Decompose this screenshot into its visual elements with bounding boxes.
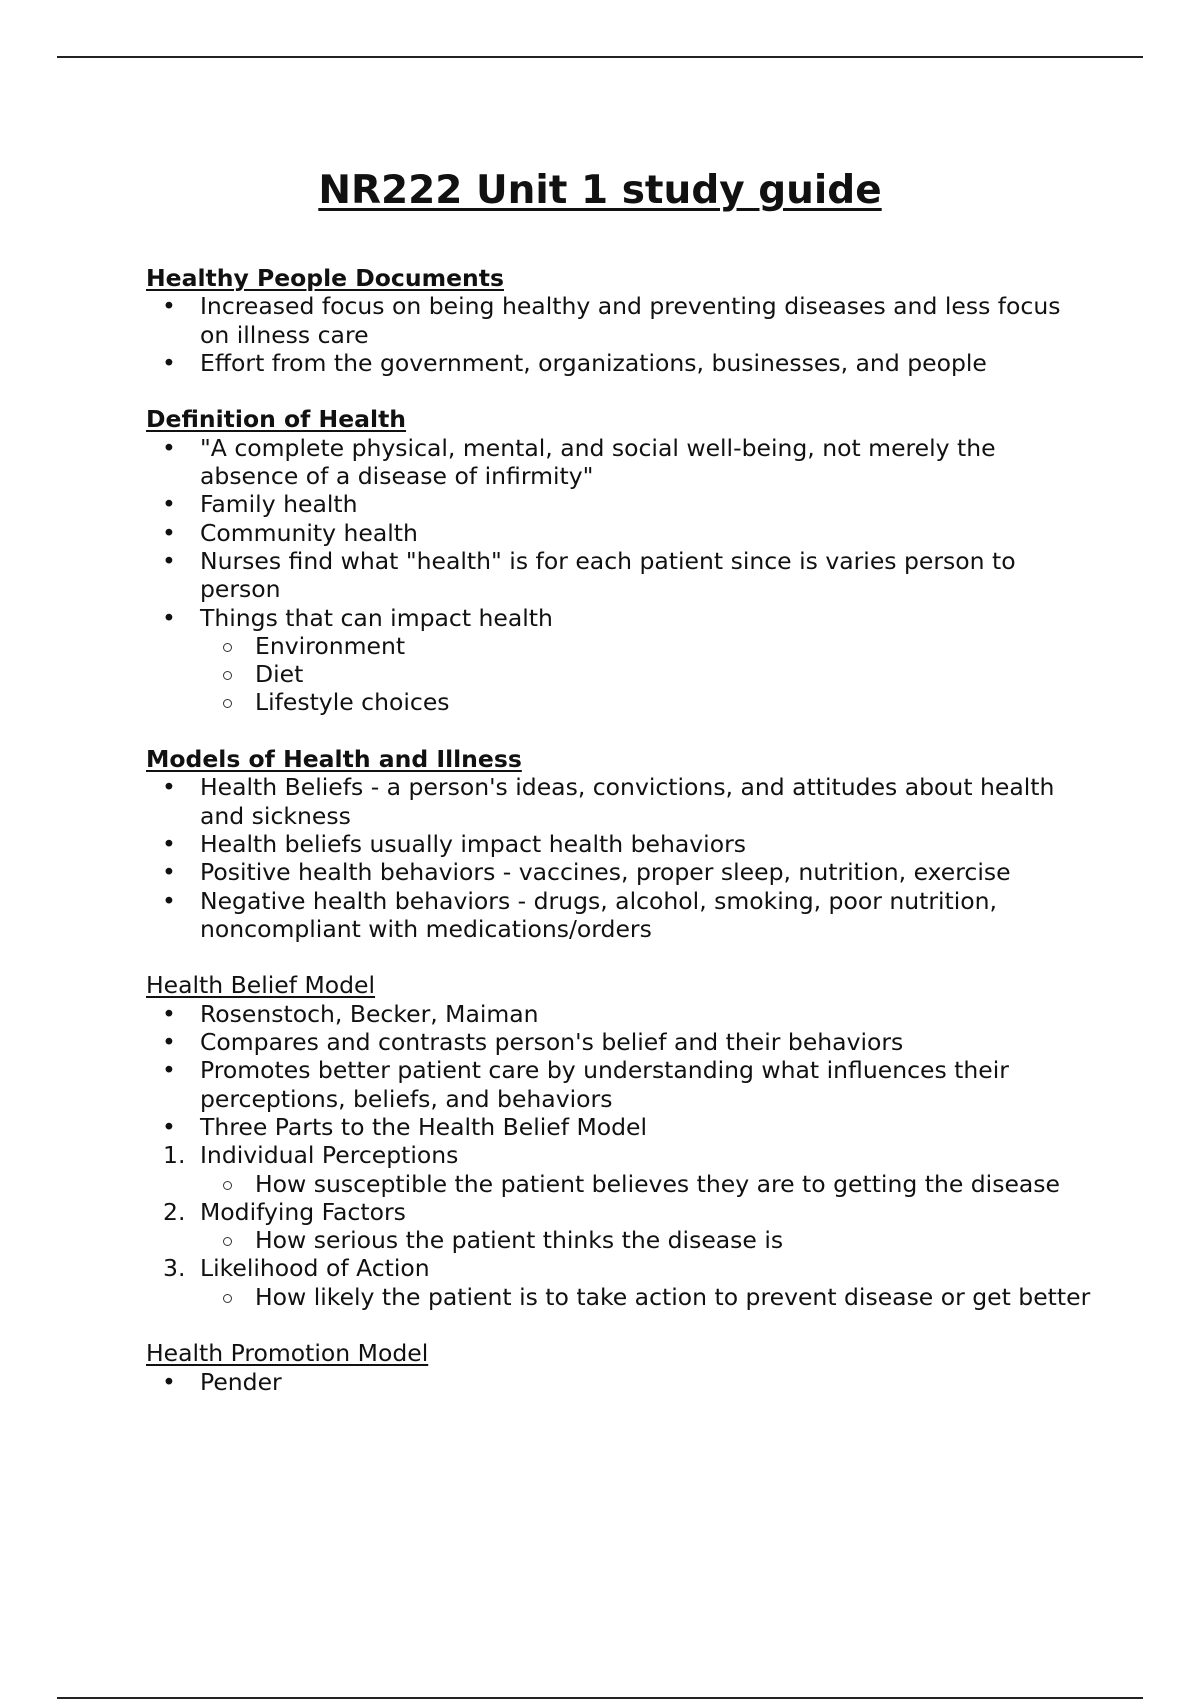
numbered-item xyxy=(146,1141,1096,1198)
bullet-list xyxy=(146,1000,1096,1141)
sub-list xyxy=(200,1226,1096,1254)
bottom-divider xyxy=(57,1697,1143,1699)
subsection-heading: Health Promotion Model xyxy=(146,1339,429,1368)
list-item: • "A complete physical, mental, and social well-being, not merely the absence of a disease of infirmity" xyxy=(200,434,1096,491)
section-heading: Healthy People Documents xyxy=(146,264,504,292)
sub-list xyxy=(200,1283,1096,1311)
numbered-item-label: Individual Perceptions xyxy=(200,1141,459,1170)
document-body xyxy=(146,264,1096,1424)
list-item: • Nurses find what "health" is for each patient since is varies person to person xyxy=(200,547,1096,604)
list-item-with-sublist xyxy=(200,604,1096,717)
numbered-item xyxy=(146,1198,1096,1255)
page-title: NR222 Unit 1 study guide xyxy=(318,168,882,213)
list-item: • Negative health behaviors - drugs, alcohol, smoking, poor nutrition, noncompliant with medications/orders xyxy=(200,887,1096,944)
list-item: • Community health xyxy=(200,519,1096,547)
sub-list-item: How susceptible the patient believes they are to getting the disease xyxy=(255,1170,1096,1198)
section-definition-of-health xyxy=(146,405,1096,716)
sub-list-item: Lifestyle choices xyxy=(255,688,1096,716)
list-item: • Health Beliefs - a person's ideas, convictions, and attitudes about health and sickness xyxy=(200,773,1096,830)
section-health-belief-model xyxy=(146,971,1096,1311)
section-health-promotion-model xyxy=(146,1339,1096,1396)
numbered-item-label: Modifying Factors xyxy=(200,1197,406,1226)
sub-list-item: Environment xyxy=(255,632,1096,660)
numbered-item xyxy=(146,1254,1096,1311)
list-item: • Effort from the government, organizations, businesses, and people xyxy=(200,349,1096,377)
sub-list-item: Diet xyxy=(255,660,1096,688)
section-models-of-health xyxy=(146,745,1096,943)
sub-list xyxy=(200,1170,1096,1198)
list-item: • Positive health behaviors - vaccines, proper sleep, nutrition, exercise xyxy=(200,858,1096,886)
bullet-list xyxy=(146,773,1096,943)
sub-list-item: How likely the patient is to take action to prevent disease or get better xyxy=(255,1283,1096,1311)
top-divider xyxy=(57,56,1143,58)
list-item-label: Things that can impact health xyxy=(200,603,553,632)
item-number: 2. xyxy=(163,1197,186,1226)
section-heading: Definition of Health xyxy=(146,405,407,434)
list-item: • Health beliefs usually impact health behaviors xyxy=(200,830,1096,858)
list-item: • Three Parts to the Health Belief Model xyxy=(200,1113,1096,1141)
section-healthy-people xyxy=(146,264,1096,377)
list-item: • Compares and contrasts person's belief and their behaviors xyxy=(200,1028,1096,1056)
bullet-list xyxy=(146,292,1096,377)
bullet-list xyxy=(146,1368,1096,1396)
bullet-list xyxy=(146,434,1096,717)
list-item: • Family health xyxy=(200,490,1096,518)
section-heading: Models of Health and Illness xyxy=(146,745,522,774)
list-item: • Rosenstoch, Becker, Maiman xyxy=(200,1000,1096,1028)
list-item: • Promotes better patient care by understanding what influences their perceptions, beliefs, and behaviors xyxy=(200,1056,1096,1113)
sub-list xyxy=(200,632,1096,717)
list-item: • Pender xyxy=(200,1368,1096,1396)
item-number: 1. xyxy=(163,1141,186,1170)
numbered-item-label: Likelihood of Action xyxy=(200,1254,430,1283)
list-item: • Increased focus on being healthy and preventing diseases and less focus on illness care xyxy=(200,292,1096,349)
sub-list-item: How serious the patient thinks the disease is xyxy=(255,1226,1096,1254)
subsection-heading: Health Belief Model xyxy=(146,971,376,1000)
item-number: 3. xyxy=(163,1254,186,1283)
